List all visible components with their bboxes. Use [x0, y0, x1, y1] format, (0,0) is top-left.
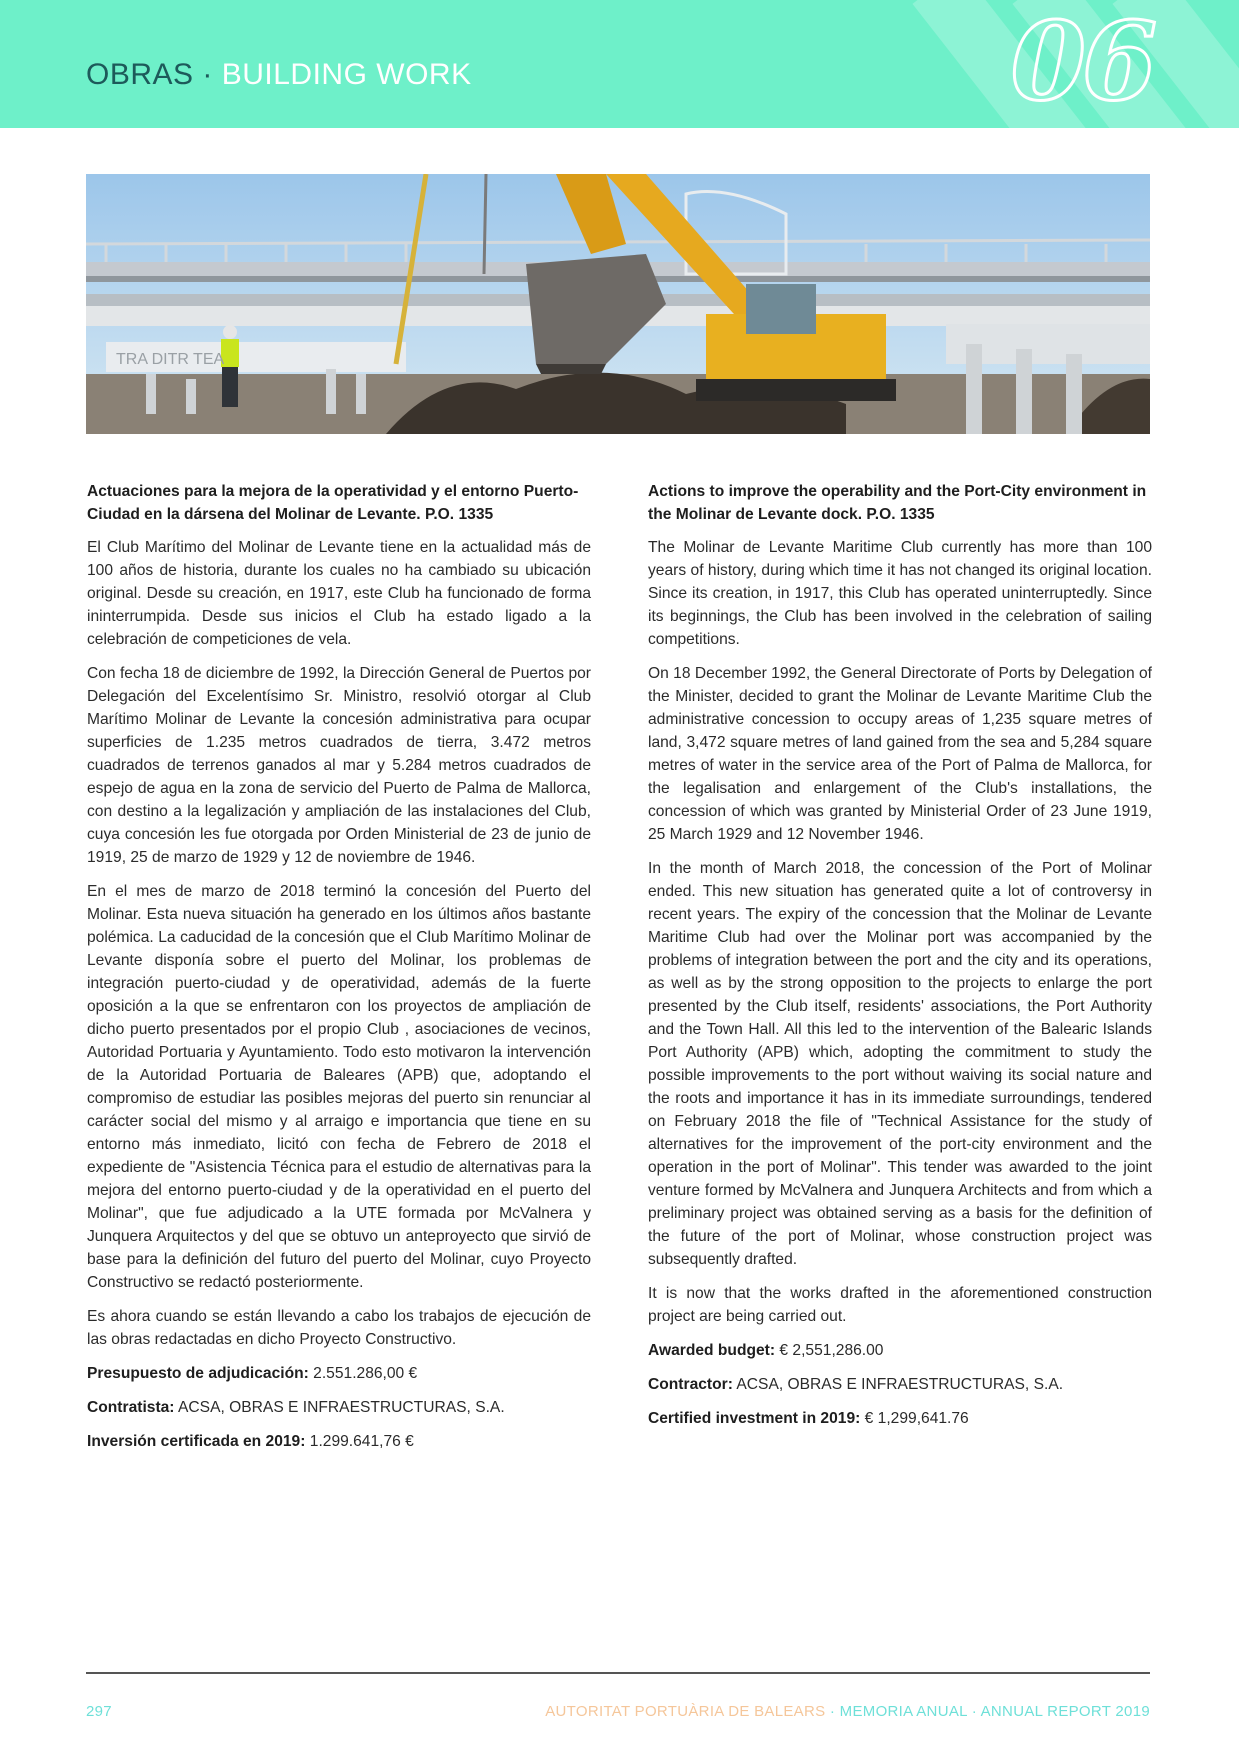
investment-label-es: Inversión certificada en 2019: — [87, 1433, 306, 1450]
contractor-value-en: ACSA, OBRAS E INFRAESTRUCTURAS, S.A. — [736, 1376, 1064, 1393]
budget-label-es: Presupuesto de adjudicación: — [87, 1365, 309, 1382]
footer-separator: · — [829, 1703, 836, 1720]
section-title-separator: · — [202, 58, 213, 91]
footer-report-en: ANNUAL REPORT 2019 — [980, 1703, 1150, 1720]
heading-en: Actions to improve the operability and the Port-City environment in the Molinar de Levante dock. P.O. 1335 — [648, 483, 1147, 523]
footer-report-es: MEMORIA ANUAL — [839, 1703, 968, 1720]
footer-divider — [86, 1672, 1150, 1674]
section-title-es: OBRAS — [86, 58, 194, 91]
contractor-label-en: Contractor: — [648, 1376, 733, 1393]
paragraph-es: Es ahora cuando se están llevando a cabo los trabajos de ejecución de las obras redactadas en dicho Proyecto Constructivo. — [87, 1308, 591, 1348]
chapter-number: 06 — [1010, 0, 1153, 125]
photo-sign-text: TRA DITR TEA — [116, 351, 225, 368]
paragraph-es: El Club Marítimo del Molinar de Levante tiene en la actualidad más de 100 años de historia, durante los cuales no ha cambiado su ubicación original. Desde su creación, en 1917, este Club ha funcionado de forma ininterrumpida. Desde sus inicios el Club ha estado ligado a la celebración de competiciones de vela. — [87, 539, 591, 648]
investment-en — [648, 1407, 1152, 1430]
paragraph-es: Con fecha 18 de diciembre de 1992, la Dirección General de Puertos por Delegación del Excelentísimo Sr. Ministro, resolvió otorgar al Club Marítimo Molinar de Levante la concesión administrativa para ocupar superficies de 1.235 metros cuadrados de tierra, 3.472 metros cuadrados de terrenos ganados al mar y 5.284 metros cuadrados de espejo de agua en la zona de servicio del Puerto de Palma de Mallorca, con destino a la legalización y ampliación de las instalaciones del Club, cuya concesión les fue otorgada por Orden Ministerial de 23 de junio de 1919, 25 de marzo de 1929 y 12 de noviembre de 1946. — [87, 665, 591, 866]
heading-es: Actuaciones para la mejora de la operatividad y el entorno Puerto-Ciudad en la dársena del Molinar de Levante. P.O. 1335 — [87, 483, 579, 523]
paragraph-en: It is now that the works drafted in the aforementioned construction project are being carried out. — [648, 1285, 1152, 1325]
section-title — [86, 58, 472, 92]
budget-value-en: € 2,551,286.00 — [779, 1342, 884, 1359]
footer-organization: AUTORITAT PORTUÀRIA DE BALEARS — [545, 1703, 826, 1720]
construction-photo — [86, 174, 1150, 434]
column-english — [648, 480, 1152, 1441]
column-spanish — [87, 480, 591, 1464]
budget-en — [648, 1339, 1152, 1362]
investment-es — [87, 1430, 591, 1453]
contractor-value-es: ACSA, OBRAS E INFRAESTRUCTURAS, S.A. — [178, 1399, 505, 1416]
footer-separator: · — [971, 1703, 977, 1720]
contractor-es — [87, 1396, 591, 1419]
investment-value-es: 1.299.641,76 € — [309, 1433, 414, 1450]
budget-label-en: Awarded budget: — [648, 1342, 776, 1359]
footer-publication — [545, 1703, 1150, 1720]
paragraph-en: The Molinar de Levante Maritime Club currently has more than 100 years of history, during which time it has not changed its original location. Since its creation, in 1917, this Club has operated uninterruptedly. Since its beginnings, the Club has been involved in the celebration of sailing competitions. — [648, 539, 1152, 648]
paragraph-en: On 18 December 1992, the General Directorate of Ports by Delegation of the Minister, decided to grant the Molinar de Levante Maritime Club the administrative concession to occupy areas of 1,235 square metres of land, 3,472 square metres of land gained from the sea and 5,284 square metres of water in the service area of the Port of Palma de Mallorca, for the legalisation and enlargement of the Club's installations, the concession of which was granted by Ministerial Order of 23 June 1919, 25 March 1929 and 12 November 1946. — [648, 665, 1152, 843]
budget-es — [87, 1362, 591, 1385]
budget-value-es: 2.551.286,00 € — [313, 1365, 418, 1382]
section-title-en: BUILDING WORK — [221, 58, 472, 91]
investment-value-en: € 1,299,641.76 — [864, 1410, 969, 1427]
contractor-label-es: Contratista: — [87, 1399, 175, 1416]
contractor-en — [648, 1373, 1152, 1396]
investment-label-en: Certified investment in 2019: — [648, 1410, 861, 1427]
paragraph-en: In the month of March 2018, the concession of the Port of Molinar ended. This new situation has generated quite a lot of controversy in recent years. The expiry of the concession that the Molinar de Levante Maritime Club had over the Molinar port was accompanied by the problems of integration between the port and the city and its operations, as well as by the strong opposition to the projects to enlarge the port presented by the Club itself, residents' associations, the Port Authority and the Town Hall. All this led to the intervention of the Balearic Islands Port Authority (APB) which, adopting the commitment to study the possible improvements to the port without waiving its social nature and the roots and importance it has in its immediate surroundings, tendered on February 2018 the file of "Technical Assistance for the study of alternatives for the improvement of the port-city environment and the operation in the port of Molinar". This tender was awarded to the joint venture formed by McValnera and Junquera Architects and from which a preliminary project was obtained serving as a basis for the definition of the future of the port of Molinar, whose construction project was subsequently drafted. — [648, 860, 1152, 1268]
page-header — [0, 0, 1239, 128]
page-number: 297 — [86, 1703, 112, 1720]
paragraph-es: En el mes de marzo de 2018 terminó la concesión del Puerto del Molinar. Esta nueva situación ha generado en los últimos años bastante polémica. La caducidad de la concesión que el Club Marítimo Molinar de Levante disponía sobre el puerto del Molinar, los problemas de integración puerto-ciudad y de operatividad, además de la fuerte oposición a la que se enfrentaron con los proyectos de ampliación de dicho puerto presentados por el propio Club , asociaciones de vecinos, Autoridad Portuaria y Ayuntamiento. Todo esto motivaron la intervención de la Autoridad Portuaria de Baleares (APB) que, adoptando el compromiso de estudiar las posibles mejoras del puerto sin renunciar al carácter social del mismo y al arraigo e importancia que tiene en su entorno más inmediato, licitó con fecha de Febrero de 2018 el expediente de "Asistencia Técnica para el estudio de alternativas para la mejora del entorno puerto-ciudad y de la operatividad en el puerto del Molinar", que fue adjudicado a la UTE formada por McValnera y Junquera Arquitectos y del que se obtuvo un anteproyecto que sirvió de base para la definición del futuro del puerto del Molinar, cuyo Proyecto Constructivo se redactó posteriormente. — [87, 883, 591, 1291]
